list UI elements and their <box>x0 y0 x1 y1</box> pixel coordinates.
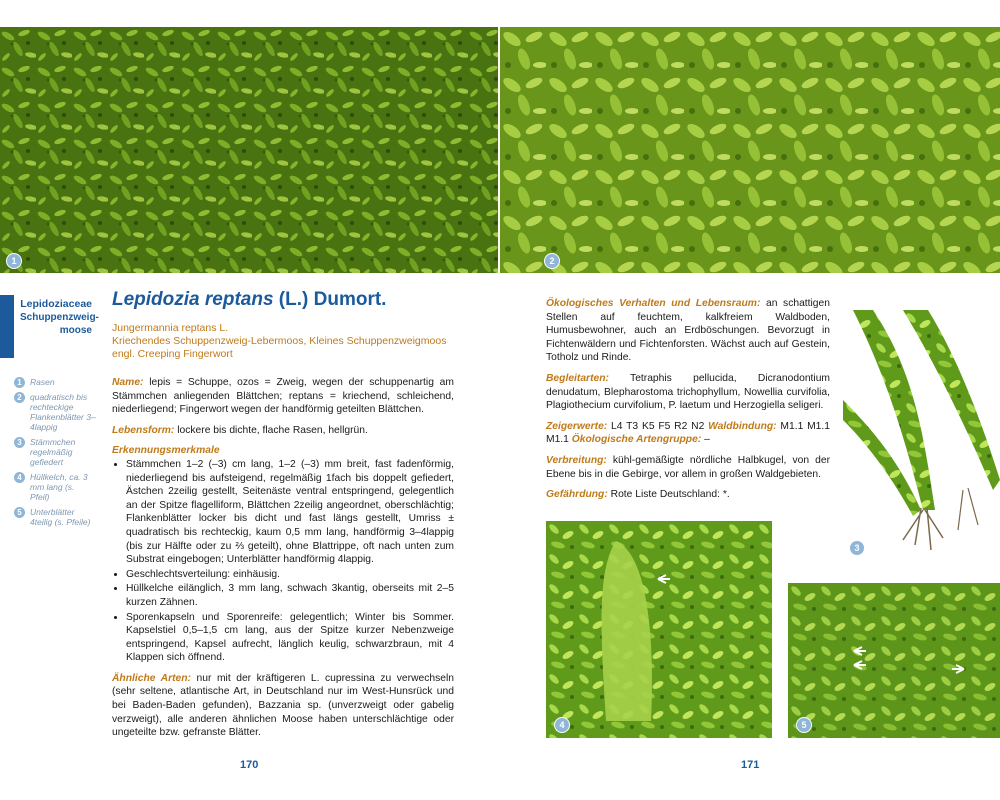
feature-item: • Hüllkelche eilänglich, 3 mm lang, schwach 3kantig, oberseits mit 2–5 kurzen Zähnen. <box>126 582 454 609</box>
group-name: Schuppenzweig-moose <box>20 312 99 336</box>
moss-photo-4 <box>546 521 772 738</box>
legend-text: Unterblätter 4teilig (s. Pfeile) <box>30 507 91 527</box>
verbreitung-label: Verbreitung: <box>546 454 607 466</box>
synonym-line: engl. Creeping Fingerwort <box>112 348 233 360</box>
lebensform-label: Lebensform: <box>112 424 175 436</box>
legend-number: 1 <box>14 377 25 388</box>
begleitarten-paragraph <box>546 372 830 413</box>
name-paragraph <box>112 376 454 417</box>
species-author: (L.) Dumort. <box>273 289 387 310</box>
family-label <box>20 298 99 337</box>
photo-number-4: 4 <box>554 717 570 733</box>
features-list <box>112 458 454 665</box>
aehnliche-text: nur mit der kräftigeren L. cupressina zu verwechseln (sehr seltene, atlantische Art, in Deutschland nur im West-Hunsrück und bei Baden-Baden gefunden), Bazzania sp. (unverzweigt oder gabelig verzweigt), alle anderen ähnlichen Moose haben unterschlächtige oder ungeteilte bzw. gefranste Blätter. <box>112 672 454 739</box>
waldbindung-text: M1.1 M1.1 M1.1 <box>546 420 830 446</box>
artengruppe-text: – <box>701 434 710 446</box>
aehnliche-label: Ähnliche Arten: <box>112 672 191 684</box>
moss-photo-1 <box>0 27 498 273</box>
legend-item <box>14 377 96 387</box>
photo-number-3: 3 <box>849 540 865 556</box>
verbreitung-text: kühl-gemäßigte nördliche Halbkugel, von der Ebene bis in die Gebirge, vor allem in großen Waldgebieten. <box>546 454 830 480</box>
artengruppe-label: Ökologische Artengruppe: <box>571 434 702 446</box>
moss-photo-3 <box>843 310 1000 562</box>
legend-number: 2 <box>14 392 25 403</box>
name-text: lepis = Schuppe, ozos = Zweig, wegen der schuppenartig am Stämmchen anliegenden Blättchen; reptans = kriechend, schleichend, niederliegend; Fingerwort wegen der handförmig geteilten Blättchen. <box>112 377 454 416</box>
family-name: Lepidoziaceae <box>20 298 92 310</box>
photo-number-5: 5 <box>796 717 812 733</box>
moss-photo-5 <box>788 583 1000 738</box>
aehnliche-arten-paragraph <box>112 672 454 740</box>
legend-text: quadratisch bis rechteckige Flankenblätter 3–4lappig <box>30 392 96 432</box>
synonym-line: Kriechendes Schuppenzweig-Lebermoos, Kleines Schuppenzweigmoos <box>112 335 447 347</box>
page-number-left: 170 <box>240 759 259 771</box>
feature-item: • Stämmchen 1–2 (–3) cm lang, 1–2 (–3) mm breit, fast fadenförmig, niederliegend bis aufsteigend, regelmäßig 1fach bis doppelt gefiedert, Ästchen 2zeilig gestellt, Seitenäste ventral entspringend, gelegentlich an der Spitze flagelliform, Blättchen 2zeilig angeordnet, oberschlächtig; Flankenblätter locker bis dicht und fast längs gestellt, Umriss ± quadratisch bis rechteckig, kaum 0,5 mm lang, handförmig 3–4lappig (bis zur Hälfte oder zu ⅔ geteilt), ohne Blattrippe, oft nach unten zum Substrat eingebogen; Unterblätter handförmig 4lappig. <box>126 458 454 567</box>
gefaehrdung-label: Gefährdung: <box>546 489 608 501</box>
verbreitung-paragraph <box>546 454 830 481</box>
synonym-line: Jungermannia reptans L. <box>112 322 229 334</box>
zeigerwerte-paragraph <box>546 420 830 447</box>
species-latin-name: Lepidozia reptans <box>112 289 274 310</box>
lebensform-text: lockere bis dichte, flache Rasen, hellgrün. <box>174 424 368 436</box>
left-text-column <box>112 376 454 747</box>
lebensform-paragraph <box>112 424 454 438</box>
legend-item <box>14 472 96 502</box>
moss-photo-2 <box>500 27 1000 273</box>
oekologie-text: an schattigen Stellen auf feuchtem, kalkfreiem Waldboden, Humusbewohner, auch an Erdböschungen. Bevorzugt in Fichtenwäldern und Fichtenforsten. Wächst auch auf Gestein, Totholz und Rinde. <box>546 298 830 364</box>
erkennungsmerkmale-heading: Erkennungsmerkmale <box>112 445 220 457</box>
legend-text: Hüllkelch, ca. 3 mm lang (s. Pfeil) <box>30 472 88 502</box>
legend-text: Rasen <box>30 377 55 387</box>
legend-text: Stämmchen regelmäßig gefiedert <box>30 437 76 467</box>
photo-number-2: 2 <box>544 253 560 269</box>
begleitarten-text: Tetraphis pellucida, Dicranodontium denudatum, Blepharostoma trichophyllum, Nowellia curvifolia, Plagiothecium curvifolium, P. laetum und Herzogiella seligeri. <box>546 372 830 412</box>
feature-item: • Sporenkapseln und Sporenreife: gelegentlich; Winter bis Sommer. Kapselstiel 0,5–1,5 cm lang, aus der Spitze kurzer Nebenzweige entspringend, Kapsel aufrecht, länglich keulig, schwarzbraun, mit 4 Klappen sich öffnend. <box>126 611 454 665</box>
synonyms <box>112 322 446 361</box>
legend-item <box>14 437 96 467</box>
zeigerwerte-label: Zeigerwerte: <box>546 420 608 432</box>
right-text-column <box>546 297 830 509</box>
legend-number: 3 <box>14 437 25 448</box>
gefaehrdung-text: Rote Liste Deutschland: *. <box>607 489 730 501</box>
gefaehrdung-paragraph <box>546 488 830 502</box>
legend-number: 5 <box>14 507 25 518</box>
zeigerwerte-text: L4 T3 K5 F5 R2 N2 <box>607 420 709 432</box>
oekologie-label: Ökologisches Verhalten und Lebensraum: <box>546 298 761 309</box>
photo-number-1: 1 <box>6 253 22 269</box>
feature-item: • Geschlechtsverteilung: einhäusig. <box>126 568 454 582</box>
photo-legend <box>14 377 96 532</box>
species-title <box>112 289 386 311</box>
waldbindung-label: Waldbindung: <box>708 420 777 432</box>
family-color-bar <box>0 295 14 358</box>
begleitarten-label: Begleitarten: <box>546 372 609 384</box>
legend-number: 4 <box>14 472 25 483</box>
page-number-right: 171 <box>741 759 760 771</box>
oekologie-paragraph <box>546 297 830 365</box>
legend-item <box>14 507 96 527</box>
legend-item <box>14 392 96 432</box>
name-label: Name: <box>112 377 144 388</box>
